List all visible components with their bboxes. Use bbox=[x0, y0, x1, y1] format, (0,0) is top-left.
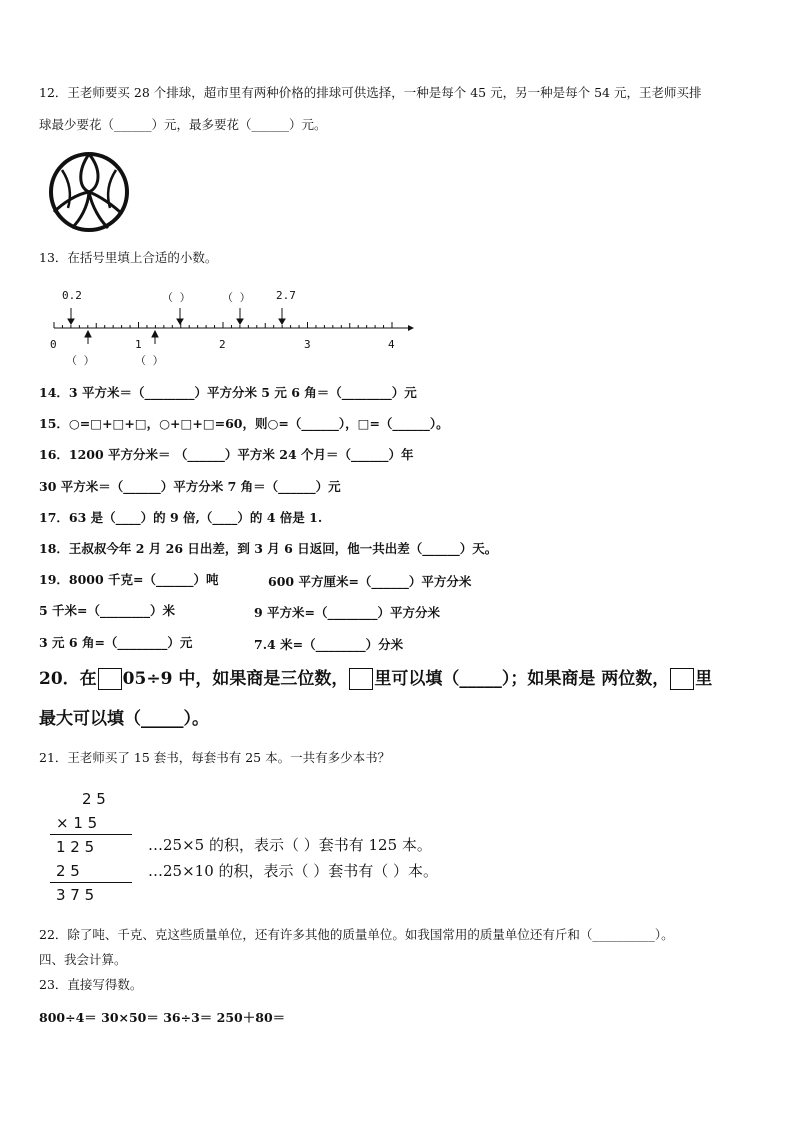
blank-bottom-2[interactable]: （ ） bbox=[135, 354, 164, 367]
q21-note-1: …25×5 的积，表示（ ）套书有 125 本。 bbox=[148, 836, 432, 854]
q23-text: 23．直接写得数。 bbox=[39, 977, 143, 992]
q13-text: 13．在括号里填上合适的小数。 bbox=[39, 250, 218, 265]
q21-text: 21．王老师买了 15 套书，每套书有 25 本。一共有多少本书？ bbox=[39, 750, 391, 765]
q20-part3: 里可以填（_____）；如果商是 两位数， bbox=[374, 669, 670, 689]
calc-row-2: × 1 5 bbox=[56, 814, 98, 832]
tick-label-0: 0 bbox=[50, 338, 57, 351]
tick-label-2: 2 bbox=[219, 338, 226, 351]
calc-row-4: 2 5 bbox=[56, 862, 80, 880]
q20-part1: 20．在 bbox=[39, 669, 97, 689]
label-2-7: 2.7 bbox=[276, 289, 296, 302]
q19-f: 7.4 米=（________）分米 bbox=[254, 637, 404, 652]
q20-line2: 最大可以填（_____）。 bbox=[39, 709, 209, 729]
tick-label-4: 4 bbox=[388, 338, 395, 351]
calc-row-5: 3 7 5 bbox=[56, 886, 95, 904]
calc-rule-1 bbox=[50, 834, 132, 835]
q23-items: 800÷4＝ 30×50＝ 36÷3＝ 250＋80＝ bbox=[39, 1010, 286, 1025]
blank-top-2[interactable]: （ ） bbox=[222, 291, 251, 304]
q17: 17．63 是（____）的 9 倍,（____）的 4 倍是 1. bbox=[39, 510, 323, 525]
q15: 15．○=□+□+□，○+□+□=60，则○=（______），□=（______）。 bbox=[39, 416, 449, 431]
calc-row-3: 1 2 5 bbox=[56, 838, 95, 856]
tick-label-1: 1 bbox=[135, 338, 142, 351]
q19-d: 9 平方米=（________）平方分米 bbox=[254, 605, 441, 620]
volleyball-icon bbox=[48, 152, 130, 232]
digit-box-2[interactable] bbox=[349, 668, 373, 690]
digit-box-1[interactable] bbox=[98, 668, 122, 690]
q20-part2: 05÷9 中，如果商是三位数， bbox=[122, 669, 349, 689]
q21-note-2: …25×10 的积，表示（ ）套书有（ ）本。 bbox=[148, 862, 439, 880]
q19-b: 600 平方厘米=（______）平方分米 bbox=[268, 574, 472, 589]
q20-line1 bbox=[39, 668, 712, 690]
q14: 14．3 平方米＝（________）平方分米 5 元 6 角＝（________）元 bbox=[39, 385, 417, 400]
number-line bbox=[40, 300, 420, 350]
q22: 22．除了吨、千克、克这些质量单位，还有许多其他的质量单位。如我国常用的质量单位还有斤和（__________）。 bbox=[39, 927, 674, 942]
blank-top-1[interactable]: （ ） bbox=[162, 291, 191, 304]
q16-line2: 30 平方米＝（______）平方分米 7 角＝（______）元 bbox=[39, 479, 341, 494]
digit-box-3[interactable] bbox=[670, 668, 694, 690]
q16-line1: 16．1200 平方分米＝ （______）平方米 24 个月＝（______）年 bbox=[39, 447, 414, 462]
blank-bottom-1[interactable]: （ ） bbox=[66, 354, 95, 367]
q19-e: 3 元 6 角=（________）元 bbox=[39, 635, 193, 650]
section-heading: 四、我会计算。 bbox=[39, 952, 127, 967]
tick-label-3: 3 bbox=[304, 338, 311, 351]
q18: 18．王叔叔今年 2 月 26 日出差，到 3 月 6 日返回，他一共出差（______）天。 bbox=[39, 541, 498, 556]
q12-line1: 12．王老师要买 28 个排球，超市里有两种价格的排球可供选择，一种是每个 45 元，另一种是每个 54 元，王老师买排 bbox=[39, 85, 702, 100]
label-0-2: 0.2 bbox=[62, 289, 82, 302]
calc-row-1: 2 5 bbox=[82, 790, 106, 808]
calc-rule-2 bbox=[50, 882, 132, 883]
q19-c: 5 千米=（________）米 bbox=[39, 603, 176, 618]
q19-a: 19．8000 千克=（______）吨 bbox=[39, 572, 219, 587]
q20-part4: 里 bbox=[695, 669, 713, 689]
q12-line2: 球最少要花（______）元，最多要花（______）元。 bbox=[39, 117, 327, 132]
